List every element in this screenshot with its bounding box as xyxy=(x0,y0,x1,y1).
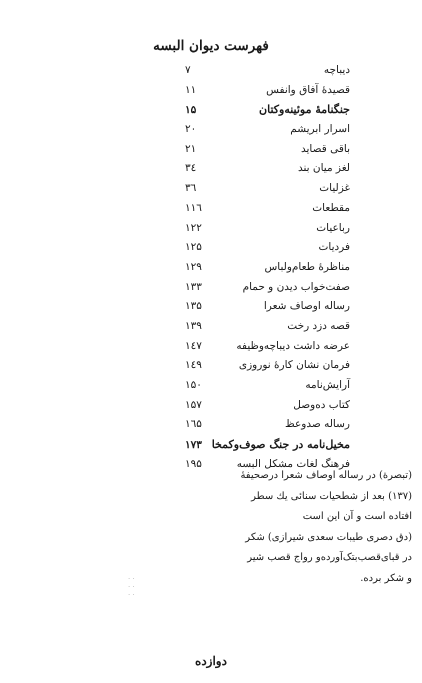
toc-entry-page: ۱۳۹ xyxy=(185,319,202,332)
toc-entry-label: لغز میان بند xyxy=(297,162,350,175)
footnote-line: (۱۳۷) بعد از شطحیات سنائی یك سطر xyxy=(251,490,412,502)
toc-entry-label: رباعیات xyxy=(316,221,350,234)
toc-entry-label: فرهنگ لغات مشکل البسه xyxy=(236,457,350,470)
toc-entry xyxy=(185,202,350,222)
toc-entry xyxy=(185,359,350,379)
toc-entry-label: جنگنامهٔ موئینه‌وکتان xyxy=(259,103,350,117)
footnote-line: (تبصرة) در رساله اوصاف شعرا درصحیفهٔ xyxy=(240,470,412,481)
toc-entry xyxy=(185,438,350,458)
toc-entry-page: ۱٦۵ xyxy=(185,418,202,431)
toc-entry-label: باقی قصاید xyxy=(301,142,350,155)
toc-entry-label: مناظرهٔ طعام‌ولباس xyxy=(264,260,350,273)
page-title: فهرست دیوان البسه xyxy=(153,38,269,54)
toc-entry-page: ۱۵ xyxy=(185,104,197,117)
footnote-line: (دق دصری طیبات سعدی شیرازی) شکر xyxy=(245,531,412,543)
toc-entry xyxy=(185,162,350,182)
toc-entry-label: فرمان نشان کارهٔ نوروزی xyxy=(238,359,350,372)
toc-entry-page: ۲۰ xyxy=(185,123,197,136)
table-of-contents xyxy=(185,64,350,477)
toc-entry-page: ۳٤ xyxy=(185,162,197,175)
toc-entry-label: مخیل‌نامه در جنگ صوف‌وکمخا xyxy=(211,438,350,452)
toc-entry-label: مقطعات xyxy=(312,201,350,214)
footnote-line: افتاده است و آن این است xyxy=(302,511,412,522)
toc-entry-page: ۱٤۷ xyxy=(185,339,202,352)
toc-entry-page: ۱۵۷ xyxy=(185,398,202,411)
toc-entry-page: ۱۲۹ xyxy=(185,260,202,273)
footnote-line: و شکر برده. xyxy=(360,572,412,584)
toc-entry-label: غزلیات xyxy=(319,182,350,195)
toc-entry xyxy=(185,241,350,261)
toc-entry-page: ۳٦ xyxy=(185,182,197,195)
toc-entry-page: ۱۳۳ xyxy=(185,280,202,293)
toc-entry xyxy=(185,399,350,419)
toc-entry-label: عرضه داشت دیباچه‌وظیفه xyxy=(236,339,350,352)
toc-entry-label: رساله صدوعظ xyxy=(285,418,350,431)
toc-entry-label: کتاب ده‌وصل xyxy=(293,398,350,411)
toc-entry-page: ۱۲۵ xyxy=(185,241,202,254)
toc-entry-page: ۱۱٦ xyxy=(185,201,202,214)
toc-entry-label: رساله اوصاف شعرا xyxy=(263,300,350,313)
toc-entry-label: اسرار ابریشم xyxy=(290,123,350,136)
toc-entry-label: قصه دزد رخت xyxy=(287,319,350,332)
toc-entry xyxy=(185,379,350,399)
toc-entry-page: ۱۵۰ xyxy=(185,379,202,391)
toc-entry xyxy=(185,300,350,320)
toc-entry-label: صفت‌خواب دیدن و حمام xyxy=(242,280,350,293)
toc-entry-page: ۱۳۵ xyxy=(185,300,202,313)
toc-entry-page: ۱٤۹ xyxy=(185,359,202,372)
toc-entry xyxy=(185,281,350,301)
toc-entry xyxy=(185,182,350,202)
toc-entry-page: ۲۱ xyxy=(185,142,197,155)
toc-entry-page: ۱۷۳ xyxy=(185,439,202,452)
toc-entry xyxy=(185,340,350,360)
toc-entry-label: آرایش‌نامه xyxy=(305,379,350,391)
toc-entry xyxy=(185,64,350,84)
toc-entry xyxy=(185,123,350,143)
toc-entry xyxy=(185,84,350,104)
footnote-line: در قبای‌قصب‌بتک‌آورده‌و رواج قصب شیر xyxy=(247,552,412,563)
toc-entry xyxy=(185,222,350,242)
toc-entry-label: قصیدهٔ آفاق وانفس xyxy=(266,83,350,96)
toc-entry xyxy=(185,418,350,438)
margin-marks: · · · · · · xyxy=(128,575,135,599)
toc-entry-page: ۱۲۲ xyxy=(185,221,202,234)
toc-entry-label: فردیات xyxy=(318,241,350,254)
toc-entry xyxy=(185,320,350,340)
toc-entry xyxy=(185,143,350,163)
toc-entry-page: ۱۹۵ xyxy=(185,457,202,470)
page-number: دوازده xyxy=(195,654,227,668)
toc-entry xyxy=(185,103,350,123)
toc-entry xyxy=(185,261,350,281)
footnote xyxy=(150,466,412,589)
toc-entry-page: ۷ xyxy=(185,64,191,76)
toc-entry-page: ۱۱ xyxy=(185,83,197,96)
toc-entry-label: دیباچه xyxy=(323,64,350,76)
